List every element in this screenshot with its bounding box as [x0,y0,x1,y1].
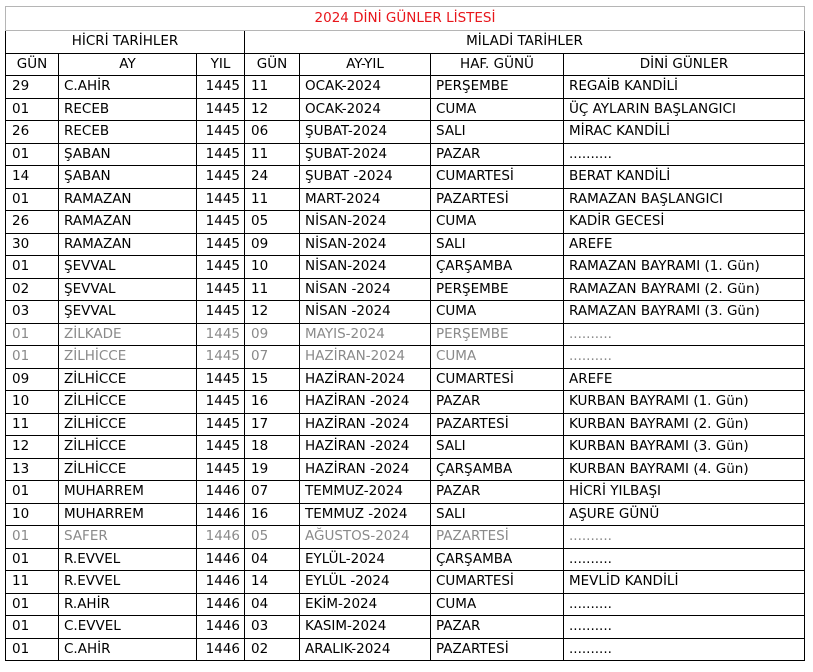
haf-gunu-cell: SALI [431,436,564,459]
haf-gunu-cell: ÇARŞAMBA [431,458,564,481]
table-row [6,481,805,504]
dini-gun-cell: .......... [564,638,805,661]
dini-gun-cell: BERAT KANDİLİ [564,166,805,189]
miladi-ay-yil-cell: ARALIK-2024 [300,638,431,661]
miladi-ay-yil-cell: OCAK-2024 [300,76,431,99]
hicri-yil-cell: 1446 [197,593,245,616]
hicri-ay-cell: RECEB [59,98,197,121]
table-row [6,346,805,369]
dini-gun-cell: MİRAC KANDİLİ [564,121,805,144]
haf-gunu-cell: PAZARTESİ [431,638,564,661]
haf-gunu-cell: PAZAR [431,481,564,504]
table-row [6,323,805,346]
hicri-gun-cell: 14 [6,166,59,189]
hicri-gun-cell: 09 [6,368,59,391]
miladi-ay-yil-cell: NİSAN-2024 [300,256,431,279]
hicri-ay-cell: ZİLHİCCE [59,413,197,436]
dini-gun-cell: .......... [564,548,805,571]
hicri-gun-cell: 01 [6,638,59,661]
hicri-ay-cell: ZİLHİCCE [59,346,197,369]
miladi-gun-cell: 12 [245,301,300,324]
haf-gunu-cell: CUMARTESİ [431,571,564,594]
table-row [6,526,805,549]
hicri-gun-cell: 30 [6,233,59,256]
miladi-ay-yil-cell: TEMMUZ -2024 [300,503,431,526]
table-row [6,166,805,189]
haf-gunu-cell: ÇARŞAMBA [431,548,564,571]
hicri-yil-cell: 1446 [197,616,245,639]
hicri-yil-cell: 1445 [197,346,245,369]
haf-gunu-cell: PERŞEMBE [431,278,564,301]
hicri-yil-cell: 1445 [197,458,245,481]
hicri-ay-cell: MUHARREM [59,503,197,526]
miladi-gun-cell: 05 [245,526,300,549]
hicri-gun-cell: 01 [6,481,59,504]
haf-gunu-cell: PAZARTESİ [431,188,564,211]
hicri-yil-cell: 1446 [197,571,245,594]
hicri-gun-cell: 11 [6,413,59,436]
hicri-gun-cell: 26 [6,121,59,144]
col-hicri-ay: AY [59,53,197,76]
miladi-gun-cell: 05 [245,211,300,234]
dini-gun-cell: .......... [564,616,805,639]
hicri-yil-cell: 1445 [197,323,245,346]
miladi-gun-cell: 09 [245,323,300,346]
dini-gun-cell: .......... [564,323,805,346]
miladi-ay-yil-cell: OCAK-2024 [300,98,431,121]
miladi-group-header: MİLADİ TARİHLER [245,31,805,54]
miladi-gun-cell: 10 [245,256,300,279]
miladi-gun-cell: 11 [245,278,300,301]
miladi-ay-yil-cell: TEMMUZ-2024 [300,481,431,504]
hicri-ay-cell: RAMAZAN [59,233,197,256]
hicri-gun-cell: 10 [6,391,59,414]
miladi-ay-yil-cell: HAZİRAN -2024 [300,391,431,414]
hicri-yil-cell: 1445 [197,301,245,324]
hicri-yil-cell: 1445 [197,121,245,144]
hicri-gun-cell: 29 [6,76,59,99]
hicri-yil-cell: 1445 [197,166,245,189]
hicri-gun-cell: 01 [6,256,59,279]
dini-gun-cell: RAMAZAN BAŞLANGICI [564,188,805,211]
hicri-yil-cell: 1446 [197,638,245,661]
table-row [6,548,805,571]
table-row [6,571,805,594]
hicri-gun-cell: 01 [6,548,59,571]
miladi-gun-cell: 07 [245,346,300,369]
hicri-gun-cell: 01 [6,593,59,616]
col-haf-gunu: HAF. GÜNÜ [431,53,564,76]
hicri-yil-cell: 1446 [197,548,245,571]
table-row [6,436,805,459]
miladi-gun-cell: 24 [245,166,300,189]
haf-gunu-cell: PAZARTESİ [431,526,564,549]
table-row [6,143,805,166]
table-row [6,413,805,436]
hicri-gun-cell: 02 [6,278,59,301]
dini-gun-cell: ÜÇ AYLARIN BAŞLANGICI [564,98,805,121]
miladi-ay-yil-cell: MART-2024 [300,188,431,211]
miladi-ay-yil-cell: MAYIS-2024 [300,323,431,346]
miladi-gun-cell: 19 [245,458,300,481]
dini-gun-cell: .......... [564,143,805,166]
hicri-yil-cell: 1445 [197,98,245,121]
dini-gun-cell: AŞURE GÜNÜ [564,503,805,526]
miladi-gun-cell: 04 [245,548,300,571]
hicri-gun-cell: 01 [6,616,59,639]
hicri-ay-cell: RAMAZAN [59,188,197,211]
haf-gunu-cell: CUMA [431,301,564,324]
hicri-ay-cell: R.EVVEL [59,548,197,571]
dini-gun-cell: KURBAN BAYRAMI (1. Gün) [564,391,805,414]
miladi-ay-yil-cell: ŞUBAT-2024 [300,143,431,166]
dini-gun-cell: .......... [564,526,805,549]
miladi-gun-cell: 15 [245,368,300,391]
hicri-yil-cell: 1445 [197,413,245,436]
miladi-gun-cell: 16 [245,391,300,414]
hicri-gun-cell: 01 [6,143,59,166]
dini-gun-cell: KURBAN BAYRAMI (3. Gün) [564,436,805,459]
miladi-ay-yil-cell: EYLÜL-2024 [300,548,431,571]
miladi-gun-cell: 03 [245,616,300,639]
miladi-ay-yil-cell: ŞUBAT -2024 [300,166,431,189]
hicri-yil-cell: 1445 [197,188,245,211]
miladi-ay-yil-cell: KASIM-2024 [300,616,431,639]
hicri-ay-cell: ŞEVVAL [59,301,197,324]
table-row [6,278,805,301]
haf-gunu-cell: ÇARŞAMBA [431,256,564,279]
col-miladi-ay-yil: AY-YIL [300,53,431,76]
dini-gun-cell: KURBAN BAYRAMI (4. Gün) [564,458,805,481]
dini-gun-cell: RAMAZAN BAYRAMI (1. Gün) [564,256,805,279]
dini-gun-cell: RAMAZAN BAYRAMI (2. Gün) [564,278,805,301]
miladi-ay-yil-cell: NİSAN-2024 [300,233,431,256]
table-row [6,256,805,279]
haf-gunu-cell: SALI [431,233,564,256]
haf-gunu-cell: CUMA [431,593,564,616]
table-row [6,188,805,211]
hicri-ay-cell: ŞEVVAL [59,256,197,279]
table-row [6,211,805,234]
miladi-gun-cell: 06 [245,121,300,144]
hicri-yil-cell: 1446 [197,481,245,504]
table-body [6,76,805,661]
miladi-ay-yil-cell: HAZİRAN-2024 [300,368,431,391]
hicri-yil-cell: 1446 [197,503,245,526]
hicri-ay-cell: ZİLHİCCE [59,436,197,459]
hicri-ay-cell: ZİLHİCCE [59,458,197,481]
hicri-gun-cell: 10 [6,503,59,526]
dini-gun-cell: RAMAZAN BAYRAMI (3. Gün) [564,301,805,324]
col-miladi-gun: GÜN [245,53,300,76]
hicri-ay-cell: ŞABAN [59,166,197,189]
miladi-gun-cell: 11 [245,76,300,99]
dini-gun-cell: KURBAN BAYRAMI (2. Gün) [564,413,805,436]
miladi-gun-cell: 02 [245,638,300,661]
hicri-yil-cell: 1445 [197,211,245,234]
table-row [6,121,805,144]
hicri-ay-cell: R.EVVEL [59,571,197,594]
table-row [6,391,805,414]
hicri-gun-cell: 13 [6,458,59,481]
miladi-gun-cell: 14 [245,571,300,594]
hicri-gun-cell: 01 [6,526,59,549]
haf-gunu-cell: PERŞEMBE [431,76,564,99]
dini-gun-cell: .......... [564,346,805,369]
haf-gunu-cell: PAZAR [431,391,564,414]
hicri-ay-cell: C.AHİR [59,638,197,661]
haf-gunu-cell: CUMARTESİ [431,368,564,391]
hicri-group-header: HİCRİ TARİHLER [6,31,245,54]
haf-gunu-cell: CUMA [431,98,564,121]
hicri-ay-cell: ŞABAN [59,143,197,166]
miladi-gun-cell: 09 [245,233,300,256]
hicri-yil-cell: 1445 [197,278,245,301]
hicri-yil-cell: 1445 [197,76,245,99]
hicri-ay-cell: RAMAZAN [59,211,197,234]
miladi-ay-yil-cell: NİSAN-2024 [300,211,431,234]
table-row [6,458,805,481]
miladi-gun-cell: 12 [245,98,300,121]
dini-gun-cell: .......... [564,593,805,616]
dini-gun-cell: KADİR GECESİ [564,211,805,234]
hicri-yil-cell: 1445 [197,368,245,391]
miladi-ay-yil-cell: AĞUSTOS-2024 [300,526,431,549]
hicri-ay-cell: ŞEVVAL [59,278,197,301]
dini-gun-cell: HİCRİ YILBAŞI [564,481,805,504]
miladi-ay-yil-cell: EKİM-2024 [300,593,431,616]
hicri-gun-cell: 03 [6,301,59,324]
table-row [6,98,805,121]
miladi-ay-yil-cell: EYLÜL -2024 [300,571,431,594]
dini-gun-cell: AREFE [564,368,805,391]
haf-gunu-cell: CUMA [431,211,564,234]
miladi-gun-cell: 04 [245,593,300,616]
dini-gun-cell: MEVLİD KANDİLİ [564,571,805,594]
hicri-ay-cell: ZİLKADE [59,323,197,346]
hicri-gun-cell: 12 [6,436,59,459]
haf-gunu-cell: PAZAR [431,616,564,639]
miladi-gun-cell: 16 [245,503,300,526]
table-row [6,233,805,256]
hicri-gun-cell: 01 [6,346,59,369]
miladi-ay-yil-cell: HAZİRAN -2024 [300,458,431,481]
miladi-ay-yil-cell: NİSAN -2024 [300,278,431,301]
haf-gunu-cell: PERŞEMBE [431,323,564,346]
miladi-gun-cell: 18 [245,436,300,459]
table-row [6,368,805,391]
hicri-yil-cell: 1445 [197,233,245,256]
hicri-gun-cell: 01 [6,98,59,121]
col-dini-gunler: DİNİ GÜNLER [564,53,805,76]
dini-gun-cell: AREFE [564,233,805,256]
hicri-ay-cell: SAFER [59,526,197,549]
miladi-gun-cell: 11 [245,143,300,166]
table-row [6,503,805,526]
col-hicri-yil: YIL [197,53,245,76]
table-row [6,638,805,661]
hicri-yil-cell: 1445 [197,143,245,166]
table-title: 2024 DİNİ GÜNLER LİSTESİ [6,7,805,31]
hicri-yil-cell: 1445 [197,256,245,279]
religious-days-table [5,6,805,661]
haf-gunu-cell: CUMARTESİ [431,166,564,189]
hicri-ay-cell: RECEB [59,121,197,144]
col-hicri-gun: GÜN [6,53,59,76]
table-row [6,301,805,324]
table-row [6,76,805,99]
miladi-gun-cell: 17 [245,413,300,436]
hicri-ay-cell: R.AHİR [59,593,197,616]
hicri-ay-cell: ZİLHİCCE [59,368,197,391]
hicri-yil-cell: 1445 [197,391,245,414]
haf-gunu-cell: CUMA [431,346,564,369]
miladi-gun-cell: 11 [245,188,300,211]
hicri-ay-cell: C.EVVEL [59,616,197,639]
hicri-gun-cell: 01 [6,188,59,211]
hicri-ay-cell: MUHARREM [59,481,197,504]
miladi-gun-cell: 07 [245,481,300,504]
hicri-gun-cell: 01 [6,323,59,346]
table-row [6,616,805,639]
hicri-yil-cell: 1446 [197,526,245,549]
haf-gunu-cell: PAZAR [431,143,564,166]
miladi-ay-yil-cell: ŞUBAT-2024 [300,121,431,144]
miladi-ay-yil-cell: HAZİRAN-2024 [300,346,431,369]
hicri-gun-cell: 11 [6,571,59,594]
hicri-gun-cell: 26 [6,211,59,234]
miladi-ay-yil-cell: HAZİRAN -2024 [300,413,431,436]
haf-gunu-cell: PAZARTESİ [431,413,564,436]
dini-gun-cell: REGAİB KANDİLİ [564,76,805,99]
hicri-ay-cell: ZİLHİCCE [59,391,197,414]
miladi-ay-yil-cell: NİSAN -2024 [300,301,431,324]
hicri-ay-cell: C.AHİR [59,76,197,99]
hicri-yil-cell: 1445 [197,436,245,459]
miladi-ay-yil-cell: HAZİRAN -2024 [300,436,431,459]
table-row [6,593,805,616]
haf-gunu-cell: SALI [431,503,564,526]
haf-gunu-cell: SALI [431,121,564,144]
